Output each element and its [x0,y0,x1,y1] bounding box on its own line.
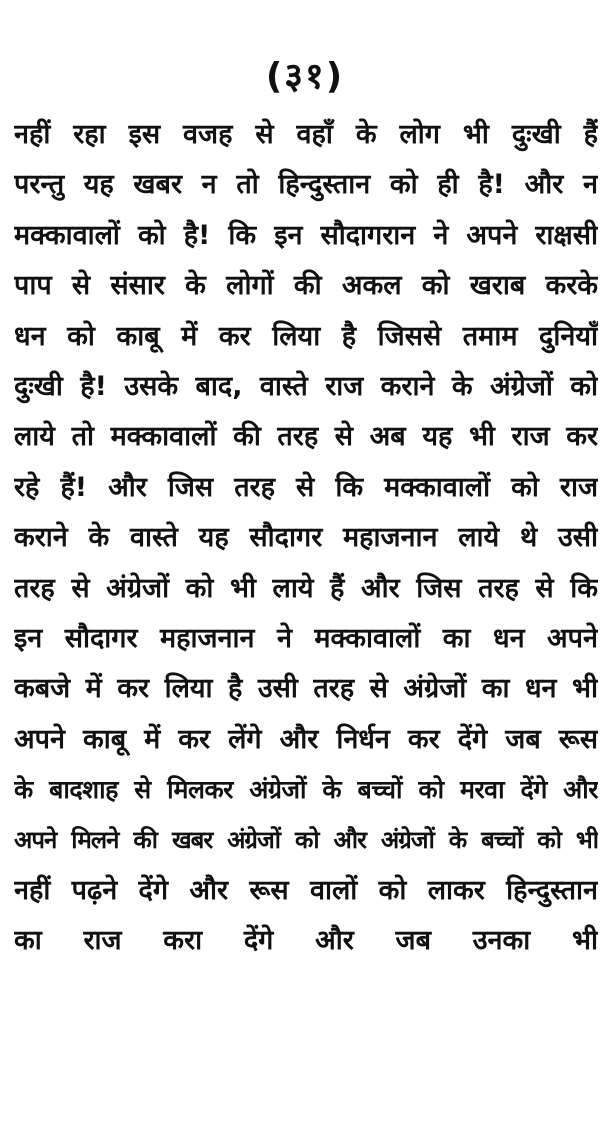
text-line: अपने काबू में कर लेंगे और निर्धन कर देंगे जब रूस [14,723,598,755]
page-number: (३१) [265,56,345,97]
text-line: तरह से अंग्रेजों को भी लाये हैं और जिस तरह से कि [14,572,598,604]
text-line: नहीं रहा इस वजह से वहाँ के लोग भी दुःखी हैं [14,119,598,150]
text-line: कराने के वास्ते यह सौदागर महाजनान लाये थे उसी [14,522,598,554]
text-line: नहीं पढ़ने देंगे और रूस वालों को लाकर हिन्दुस्तान [14,874,598,906]
text-line: लाये तो मक्कावालों की तरह से अब यह भी राज कर [14,421,598,453]
text-line: के बादशाह से मिलकर अंग्रेजों के बच्चों को मरवा देंगे और [14,775,598,805]
text-line: अपने मिलने की खबर अंग्रेजों को और अंग्रेजों के बच्चों को भी [14,826,598,855]
text-line: परन्तु यह खबर न तो हिन्दुस्तान को ही है! और न [14,169,598,201]
text-line: मक्कावालों को है! कि इन सौदागरान ने अपने राक्षसी [14,219,598,251]
body-text [14,110,598,967]
text-line: धन को काबू में कर लिया है जिससे तमाम दुनियाँ [14,320,598,352]
text-line: इन सौदागर महाजनान ने मक्कावालों का धन अपने [14,622,598,654]
text-line: पाप से संसार के लोगों की अकल को खराब करके [14,270,598,302]
text-line: रहे हैं! और जिस तरह से कि मक्कावालों को राज [14,471,598,503]
text-line: का राज करा देंगे और जब उनका भी [14,925,598,957]
text-line: दुःखी है! उसके बाद, वास्ते राज कराने के अंग्रेजों को [14,370,598,402]
text-line: कबजे में कर लिया है उसी तरह से अंग्रेजों का धन भी [14,673,598,705]
